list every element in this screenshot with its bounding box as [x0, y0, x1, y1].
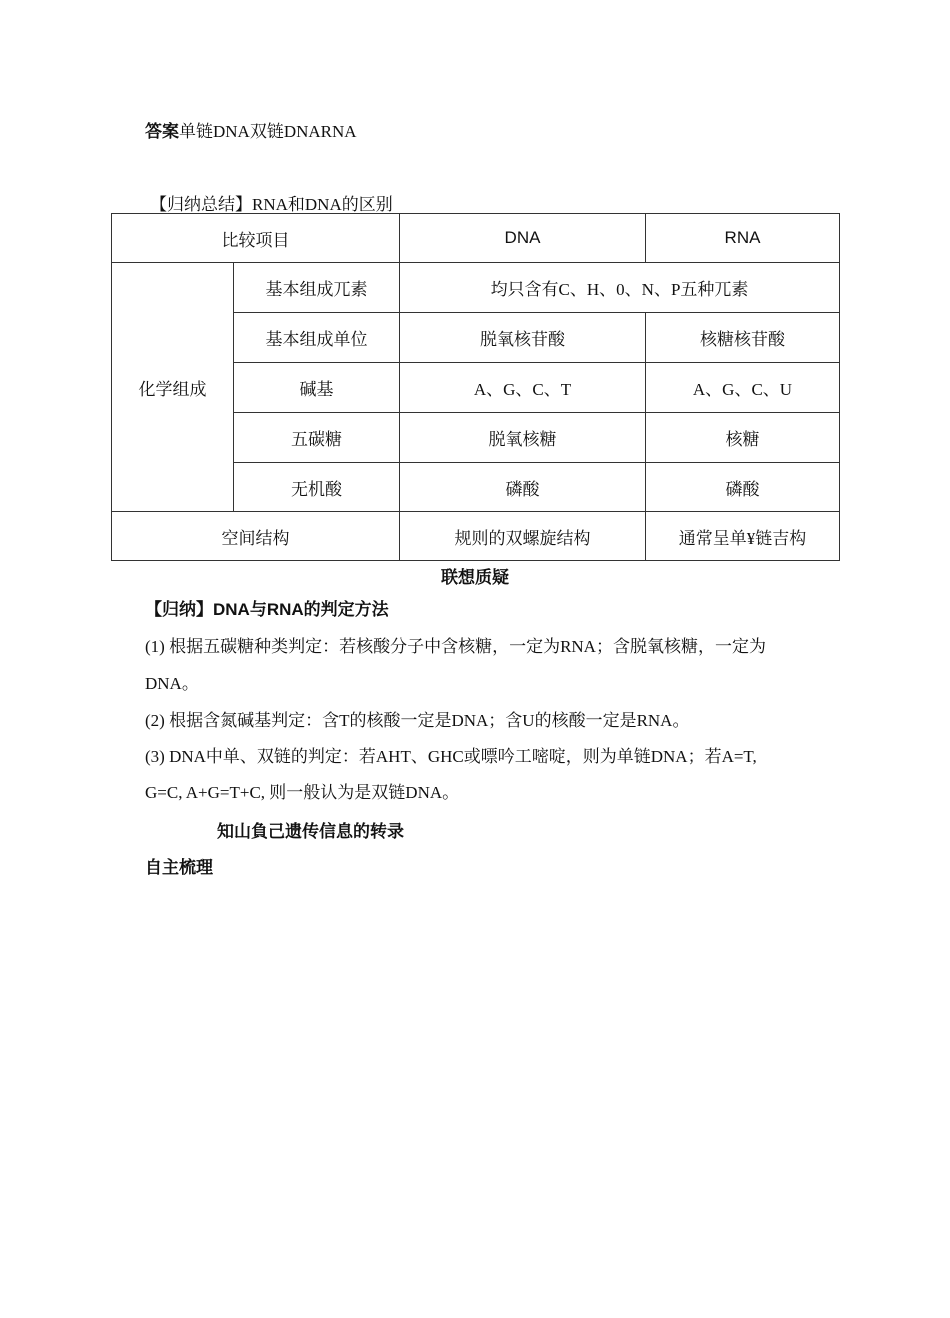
table-row: [112, 263, 840, 313]
group-label: 化学组成: [112, 263, 234, 512]
row-item: 碱基: [234, 363, 400, 413]
header-dna: DNA: [400, 214, 646, 263]
row-item: 五碳糖: [234, 413, 400, 463]
row-rna-value: 磷酸: [646, 463, 840, 512]
method-p3-line2: G=C, A+G=T+C, 则一般认为是双链DNA。: [145, 783, 460, 802]
row-merged-value: 均只含有C、H、0、N、P五种兀素: [400, 263, 840, 313]
structure-item: 空间结构: [112, 512, 400, 561]
answer-text: 单链DNA双链DNARNA: [179, 122, 357, 141]
table-row: [112, 512, 840, 561]
answer-label: 答案: [145, 122, 179, 141]
method-p1-line1: (1) 根据五碳糖种类判定：若核酸分子中含核糖，一定为RNA；含脱氧核糖，一定为: [145, 637, 766, 656]
method-title: 【归纳】DNA与RNA的判定方法: [145, 600, 389, 619]
method-p1-line2: DNA。: [145, 674, 199, 693]
method-p2: (2) 根据含氮碱基判定：含T的核酸一定是DNA；含U的核酸一定是RNA。: [145, 711, 690, 730]
section-title: 知山負己遗传信息的转录: [217, 822, 404, 841]
header-item: 比较项目: [112, 214, 400, 263]
structure-dna-value: 规则的双螺旋结构: [400, 512, 646, 561]
row-dna-value: 磷酸: [400, 463, 646, 512]
header-rna: RNA: [646, 214, 840, 263]
row-dna-value: 脱氧核苷酸: [400, 313, 646, 363]
method-p3-line1: (3) DNA中单、双链的判定：若AHT、GHC或嘌吟工嘧啶，则为单链DNA；若A=T,: [145, 747, 757, 766]
sub-title: 自主梳理: [145, 858, 213, 877]
row-item: 基本组成兀素: [234, 263, 400, 313]
row-dna-value: A、G、C、T: [400, 363, 646, 413]
row-dna-value: 脱氧核糖: [400, 413, 646, 463]
summary-title: 【归纳总结】RNA和DNA的区别: [150, 195, 393, 214]
row-rna-value: A、G、C、U: [646, 363, 840, 413]
rna-dna-comparison-table: [111, 213, 840, 561]
row-item: 基本组成单位: [234, 313, 400, 363]
table-header-row: [112, 214, 840, 263]
row-rna-value: 核糖核苷酸: [646, 313, 840, 363]
row-item: 无机酸: [234, 463, 400, 512]
structure-rna-value: 通常呈单¥链吉构: [646, 512, 840, 561]
row-rna-value: 核糖: [646, 413, 840, 463]
answer-line: [145, 117, 357, 142]
lianxiang-title: 联想质疑: [441, 568, 509, 587]
